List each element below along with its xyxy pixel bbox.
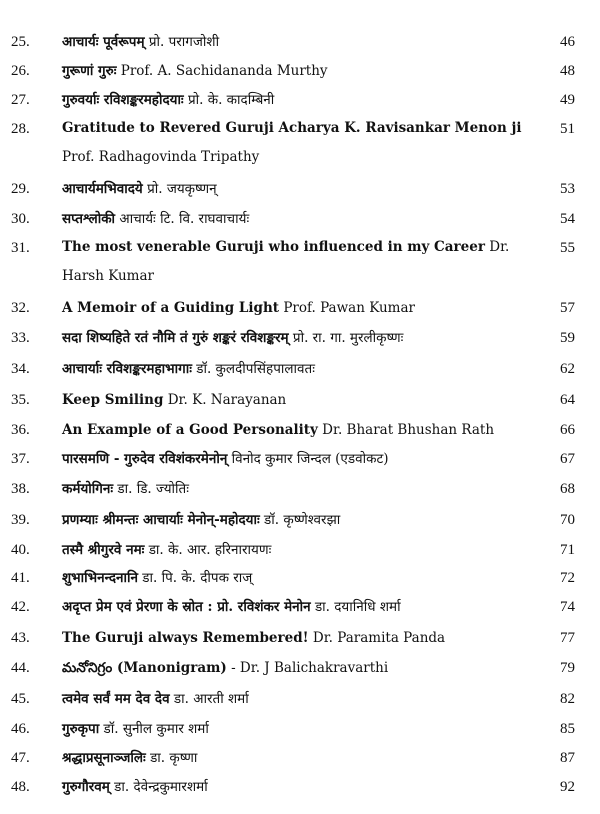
entry-page-number: 87 <box>560 750 575 766</box>
entry-page-number: 59 <box>560 330 575 346</box>
entry-page-number: 51 <box>560 121 575 137</box>
entry-author: Prof. A. Sachidananda Murthy <box>120 63 328 79</box>
entry-number: 42. <box>11 599 30 615</box>
entry-title: गुरूणां गुरुः <box>62 63 117 79</box>
entry-author: प्रो. परागजोशी <box>148 34 220 50</box>
entry-text <box>62 596 530 618</box>
entry-number: 26. <box>11 63 30 79</box>
entry-number: 43. <box>11 630 30 646</box>
entry-title: The Guruji always Remembered! <box>62 630 309 646</box>
entry-text <box>62 567 530 589</box>
entry-title: The most venerable Guruji who influenced in my Career <box>62 239 485 255</box>
entry-title: మనోనిగ్రం (Manonigram) <box>62 660 227 676</box>
entry-author: - Dr. J Balichakravarthi <box>231 660 389 676</box>
entry-text <box>62 208 530 230</box>
entry-author: डॉ. कुलदीपसिंहपालावतः <box>196 361 315 377</box>
entry-author: Dr. K. Narayanan <box>167 392 287 408</box>
entry-page-number: 49 <box>560 92 575 108</box>
entry-page-number: 68 <box>560 481 575 497</box>
entry-title: An Example of a Good Personality <box>62 422 318 438</box>
entry-text <box>62 627 530 649</box>
entry-text <box>62 448 530 470</box>
entry-number: 35. <box>11 392 30 408</box>
entry-text <box>62 178 530 200</box>
entry-page-number: 74 <box>560 599 575 615</box>
entry-number: 30. <box>11 211 30 227</box>
entry-text <box>62 358 530 380</box>
entry-text <box>62 60 530 82</box>
entry-text <box>62 509 530 531</box>
entry-page-number: 71 <box>560 542 575 558</box>
entry-number: 32. <box>11 300 30 316</box>
entry-author: Dr. Bharat Bhushan Rath <box>322 422 495 438</box>
entry-page-number: 85 <box>560 721 575 737</box>
entry-page-number: 46 <box>560 34 575 50</box>
entry-number: 45. <box>11 691 30 707</box>
entry-title: आचार्यः पूर्वरूपम् <box>62 34 145 50</box>
entry-page-number: 67 <box>560 451 575 467</box>
entry-author: प्रो. के. कादम्बिनी <box>187 92 275 108</box>
entry-text <box>62 297 530 319</box>
entry-number: 39. <box>11 512 30 528</box>
entry-number: 48. <box>11 779 30 795</box>
entry-text <box>62 776 530 798</box>
entry-text <box>62 688 530 710</box>
entry-page-number: 53 <box>560 181 575 197</box>
entry-number: 47. <box>11 750 30 766</box>
entry-text <box>62 31 530 53</box>
entry-author: आचार्यः टि. वि. राघवाचार्यः <box>119 211 250 227</box>
entry-title: पारसमणि - गुरुदेव रविशंकरमेनोन् <box>62 451 228 467</box>
entry-author: Dr. Harsh Kumar <box>62 239 510 284</box>
entry-text <box>62 718 530 740</box>
entry-text <box>62 327 530 349</box>
entry-page-number: 54 <box>560 211 575 227</box>
entry-author: Prof. Pawan Kumar <box>283 300 415 316</box>
entry-author: Dr. Paramita Panda <box>312 630 446 646</box>
entry-text <box>62 233 530 291</box>
entry-number: 46. <box>11 721 30 737</box>
entry-text <box>62 114 530 172</box>
entry-title: प्रणम्याः श्रीमन्तः आचार्याः मेनोन्-महोदयाः <box>62 512 260 528</box>
entry-text <box>62 419 530 441</box>
entry-title: A Memoir of a Guiding Light <box>62 300 280 316</box>
entry-number: 28. <box>11 121 30 137</box>
entry-page-number: 64 <box>560 392 575 408</box>
entry-number: 25. <box>11 34 30 50</box>
entry-number: 27. <box>11 92 30 108</box>
entry-text <box>62 747 530 769</box>
entry-author: डॉ. कृष्णेश्वरझा <box>264 512 341 528</box>
entry-number: 31. <box>11 240 30 256</box>
entry-title: श्रद्धाप्रसूनाञ्जलिः <box>62 750 146 766</box>
entry-number: 36. <box>11 422 30 438</box>
entry-page-number: 57 <box>560 300 575 316</box>
entry-title: सप्तश्लोकी <box>62 211 116 227</box>
entry-author: डा. पि. के. दीपक राज् <box>142 570 253 586</box>
entry-page-number: 82 <box>560 691 575 707</box>
entry-title: शुभाभिनन्दनानि <box>62 570 138 586</box>
entry-title: सदा शिष्यहिते रतं नौमि तं गुरुं शङ्करं रविशङ्करम् <box>62 330 289 346</box>
entry-author: Prof. Radhagovinda Tripathy <box>62 149 260 165</box>
entry-author: विनोद कुमार जिन्दल (एडवोकट) <box>231 451 389 467</box>
entry-author: डा. आरती शर्मा <box>173 691 249 707</box>
entry-title: गुरुवर्याः रविशङ्करमहोदयाः <box>62 92 184 108</box>
entry-page-number: 66 <box>560 422 575 438</box>
entry-page-number: 77 <box>560 630 575 646</box>
entry-title: आचार्याः रविशङ्करमहाभागाः <box>62 361 192 377</box>
entry-number: 34. <box>11 361 30 377</box>
entry-author: प्रो. जयकृष्णन् <box>147 181 217 197</box>
entry-text <box>62 89 530 111</box>
entry-author: डा. देवेन्द्रकुमारशर्मा <box>114 779 208 795</box>
entry-title: अदृप्त प्रेम एवं प्रेरणा के स्रोत : प्रो. रविशंकर मेनोन <box>62 599 311 615</box>
entry-author: डा. के. आर. हरिनारायणः <box>148 542 272 558</box>
entry-number: 38. <box>11 481 30 497</box>
entry-title: त्वमेव सर्वं मम देव देव <box>62 691 170 707</box>
entry-author: डॉ. सुनील कुमार शर्मा <box>103 721 209 737</box>
entry-number: 29. <box>11 181 30 197</box>
entry-title: गुरुगौरवम् <box>62 779 110 795</box>
entry-author: प्रो. रा. गा. मुरलीकृष्णः <box>292 330 404 346</box>
entry-title: कर्मयोगिनः <box>62 481 114 497</box>
entry-page-number: 62 <box>560 361 575 377</box>
entry-page-number: 70 <box>560 512 575 528</box>
entry-number: 37. <box>11 451 30 467</box>
entry-number: 40. <box>11 542 30 558</box>
entry-number: 41. <box>11 570 30 586</box>
entry-text <box>62 389 530 411</box>
entry-author: डा. डि. ज्योतिः <box>117 481 189 497</box>
entry-number: 33. <box>11 330 30 346</box>
entry-title: Keep Smiling <box>62 392 164 408</box>
entry-title: तस्मै श्रीगुरवे नमः <box>62 542 145 558</box>
entry-author: डा. दयानिधि शर्मा <box>314 599 401 615</box>
entry-title: Gratitude to Revered Guruji Acharya K. Ravisankar Menon ji <box>62 120 522 136</box>
entry-text <box>62 657 530 679</box>
entry-number: 44. <box>11 660 30 676</box>
entry-title: गुरुकृपा <box>62 721 100 737</box>
entry-author: डा. कृष्णा <box>150 750 198 766</box>
entry-page-number: 79 <box>560 660 575 676</box>
entry-page-number: 72 <box>560 570 575 586</box>
entry-page-number: 48 <box>560 63 575 79</box>
entry-title: आचार्यमभिवादये <box>62 181 143 197</box>
entry-text <box>62 478 530 500</box>
entry-text <box>62 539 530 561</box>
entry-page-number: 55 <box>560 240 575 256</box>
entry-page-number: 92 <box>560 779 575 795</box>
